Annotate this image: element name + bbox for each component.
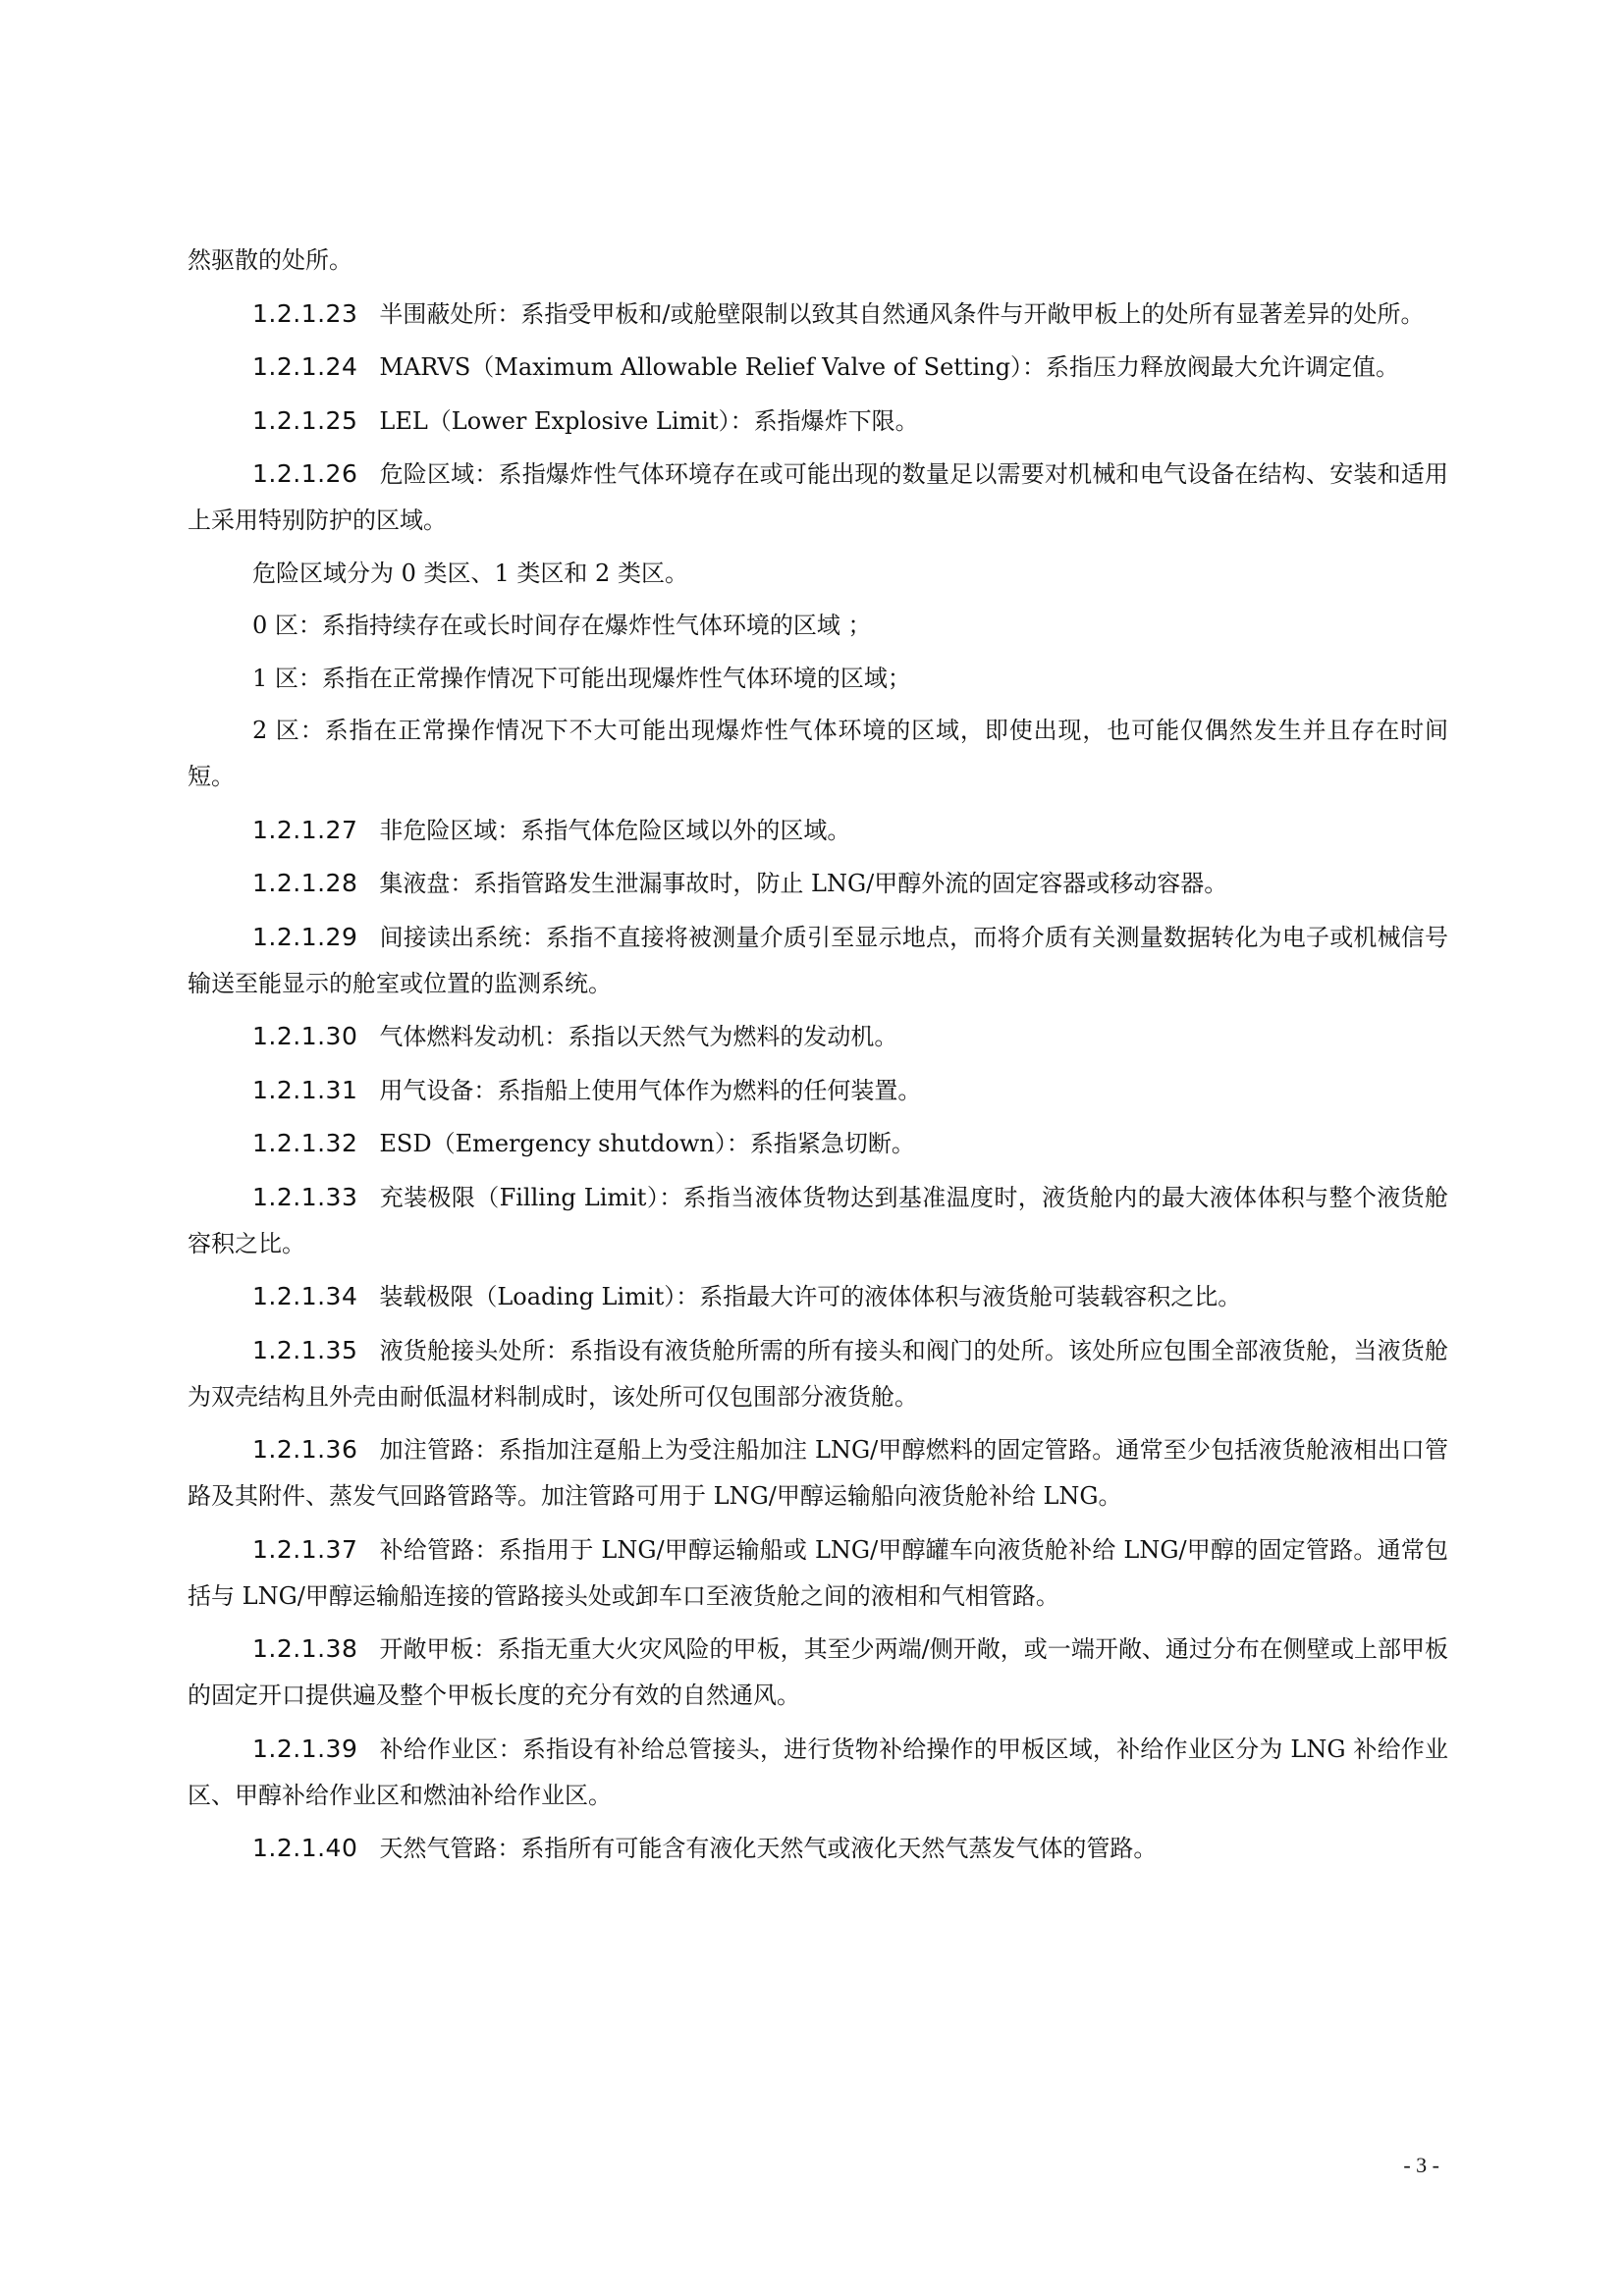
clause-number: 1.2.1.40 bbox=[252, 1834, 358, 1862]
zone-1-definition: 1 区：系指在正常操作情况下可能出现爆炸性气体环境的区域； bbox=[252, 664, 911, 692]
clause-text: 间接读出系统：系指不直接将被测量介质引至显示地点，而将介质有关测量数据转化为电子或机械信号输送至能显示的舱室或位置的监测系统。 bbox=[188, 923, 1448, 997]
clause-text: 危险区域：系指爆炸性气体环境存在或可能出现的数量足以需要对机械和电气设备在结构、安装和适用上采用特别防护的区域。 bbox=[188, 460, 1448, 534]
clause-number: 1.2.1.23 bbox=[252, 298, 358, 328]
page-number: - 3 - bbox=[1403, 2153, 1439, 2177]
clause-1-2-1-33 bbox=[188, 1174, 1448, 1267]
clause-number: 1.2.1.25 bbox=[252, 405, 358, 435]
clause-text: MARVS（Maximum Allowable Relief Valve of Setting）：系指压力释放阀最大允许调定值。 bbox=[379, 353, 1400, 381]
clause-1-2-1-30 bbox=[188, 1013, 1448, 1060]
clause-number: 1.2.1.37 bbox=[252, 1534, 358, 1564]
clause-text: 开敞甲板：系指无重大火灾风险的甲板，其至少两端/侧开敞，或一端开敞、通过分布在侧壁或上部甲板的固定开口提供遍及整个甲板长度的充分有效的自然通风。 bbox=[188, 1635, 1448, 1709]
clause-1-2-1-23 bbox=[188, 291, 1448, 338]
clause-1-2-1-25 bbox=[188, 398, 1448, 445]
clause-1-2-1-28 bbox=[188, 860, 1448, 907]
clause-text: 加注管路：系指加注趸船上为受注船加注 LNG/甲醇燃料的固定管路。通常至少包括液货舱液相出口管路及其附件、蒸发气回路管路等。加注管路可用于 LNG/甲醇运输船向液货舱补给 LNG。 bbox=[188, 1436, 1448, 1510]
clause-text: 补给作业区：系指设有补给总管接头，进行货物补给操作的甲板区域，补给作业区分为 LNG 补给作业区、甲醇补给作业区和燃油补给作业区。 bbox=[188, 1735, 1448, 1809]
clause-text: LEL（Lower Explosive Limit）：系指爆炸下限。 bbox=[379, 406, 919, 435]
zone-0-definition: 0 区：系指持续存在或长时间存在爆炸性气体环境的区域 ； bbox=[252, 612, 872, 639]
clause-1-2-1-27 bbox=[188, 807, 1448, 854]
clause-text: 非危险区域：系指气体危险区域以外的区域。 bbox=[379, 816, 851, 844]
clause-1-2-1-29 bbox=[188, 914, 1448, 1007]
clause-1-2-1-31 bbox=[188, 1067, 1448, 1114]
clause-number: 1.2.1.34 bbox=[252, 1282, 358, 1310]
clause-text: 液货舱接头处所：系指设有液货舱所需的所有接头和阀门的处所。该处所应包围全部液货舱，当液货舱为双壳结构且外壳由耐低温材料制成时，该处所可仅包围部分液货舱。 bbox=[188, 1336, 1448, 1411]
clause-number: 1.2.1.31 bbox=[252, 1075, 358, 1104]
clause-number: 1.2.1.24 bbox=[252, 352, 358, 381]
clause-1-2-1-40 bbox=[188, 1825, 1448, 1872]
clause-1-2-1-38 bbox=[188, 1626, 1448, 1719]
clause-text: 半围蔽处所：系指受甲板和/或舱壁限制以致其自然通风条件与开敞甲板上的处所有显著差异的处所。 bbox=[379, 299, 1425, 328]
clause-text: ESD（Emergency shutdown）：系指紧急切断。 bbox=[379, 1130, 915, 1157]
clause-text: 充装极限（Filling Limit）：系指当液体货物达到基准温度时，液货舱内的最大液体体积与整个液货舱容积之比。 bbox=[188, 1183, 1448, 1257]
clause-number: 1.2.1.33 bbox=[252, 1182, 358, 1211]
clause-1-2-1-37 bbox=[188, 1526, 1448, 1620]
clause-number: 1.2.1.35 bbox=[252, 1335, 358, 1364]
clause-1-2-1-24 bbox=[188, 344, 1448, 391]
clause-text: 集液盘：系指管路发生泄漏事故时，防止 LNG/甲醇外流的固定容器或移动容器。 bbox=[379, 870, 1228, 897]
clause-number: 1.2.1.36 bbox=[252, 1435, 358, 1464]
clause-1-2-1-26 bbox=[188, 451, 1448, 544]
clause-1-2-1-32 bbox=[188, 1120, 1448, 1167]
clause-number: 1.2.1.26 bbox=[252, 459, 358, 488]
clause-number: 1.2.1.32 bbox=[252, 1129, 358, 1157]
clause-number: 1.2.1.27 bbox=[252, 815, 358, 844]
clause-number: 1.2.1.28 bbox=[252, 869, 358, 897]
zone-2-definition: 2 区：系指在正常操作情况下不大可能出现爆炸性气体环境的区域，即使出现，也可能仅偶然发生并且存在时间短。 bbox=[188, 717, 1448, 790]
zone-intro: 危险区域分为 0 类区、1 类区和 2 类区。 bbox=[252, 559, 688, 587]
clause-1-2-1-36 bbox=[188, 1426, 1448, 1520]
clause-1-2-1-34 bbox=[188, 1273, 1448, 1320]
clause-text: 用气设备：系指船上使用气体作为燃料的任何装置。 bbox=[379, 1076, 922, 1104]
clause-number: 1.2.1.29 bbox=[252, 922, 358, 951]
continued-paragraph: 然驱散的处所。 bbox=[188, 246, 352, 274]
document-body bbox=[188, 238, 1448, 1879]
clause-number: 1.2.1.30 bbox=[252, 1022, 358, 1050]
clause-text: 天然气管路：系指所有可能含有液化天然气或液化天然气蒸发气体的管路。 bbox=[379, 1835, 1158, 1862]
clause-text: 补给管路：系指用于 LNG/甲醇运输船或 LNG/甲醇罐车向液货舱补给 LNG/甲醇的固定管路。通常包括与 LNG/甲醇运输船连接的管路接头处或卸车口至液货舱之间的液相和气相管路。 bbox=[188, 1535, 1448, 1610]
clause-1-2-1-39 bbox=[188, 1726, 1448, 1819]
clause-text: 气体燃料发动机：系指以天然气为燃料的发动机。 bbox=[379, 1023, 898, 1050]
clause-number: 1.2.1.38 bbox=[252, 1634, 358, 1663]
clause-1-2-1-35 bbox=[188, 1327, 1448, 1420]
clause-text: 装载极限（Loading Limit）：系指最大许可的液体体积与液货舱可装载容积之比。 bbox=[379, 1283, 1242, 1310]
clause-number: 1.2.1.39 bbox=[252, 1734, 358, 1763]
